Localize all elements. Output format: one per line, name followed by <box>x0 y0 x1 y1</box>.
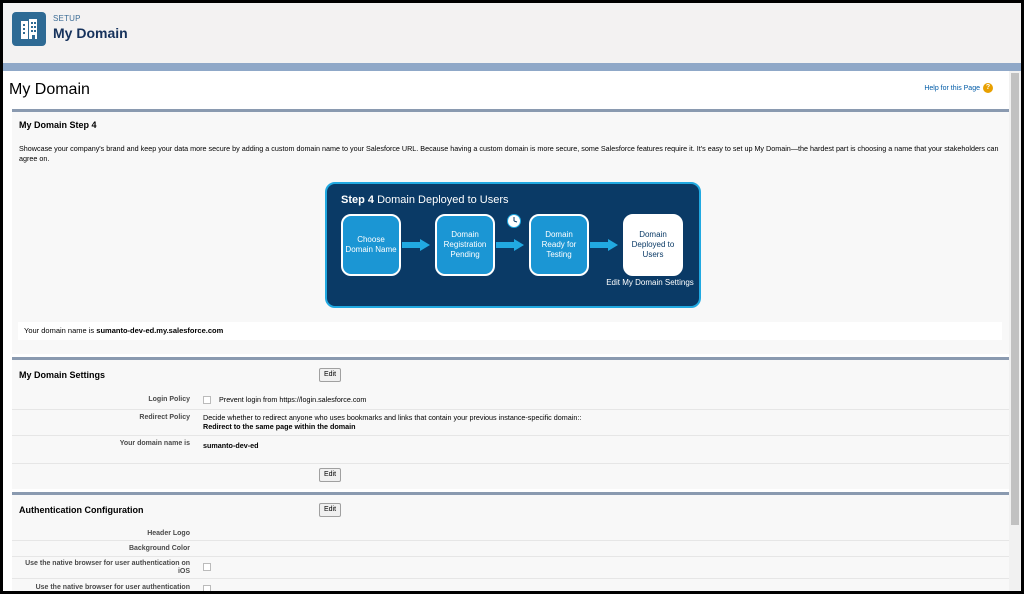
scrollbar-thumb[interactable] <box>1011 73 1019 525</box>
domain-name-box <box>18 322 1002 340</box>
building-glyph <box>21 19 37 39</box>
step-section <box>12 109 1009 354</box>
help-link-label[interactable]: Help for this Page <box>924 84 980 92</box>
auth-row-native-browser-ios <box>12 557 1009 579</box>
setup-label: SETUP <box>53 14 81 23</box>
step-registration-pending: Domain Registration Pending <box>435 214 495 276</box>
main-content <box>3 71 1009 594</box>
header-title: My Domain <box>53 25 128 41</box>
settings-row-login-policy <box>12 388 1009 410</box>
row-label: Use the native browser for user authentication <box>35 584 190 591</box>
login-policy-value: Prevent login from https://login.salesforce.com <box>219 395 367 404</box>
row-value <box>203 395 366 404</box>
step-choose-domain: Choose Domain Name <box>341 214 401 276</box>
vertical-scrollbar[interactable] <box>1009 71 1021 594</box>
auth-section-title: Authentication Configuration <box>19 505 144 515</box>
row-label: Your domain name is <box>119 440 190 447</box>
edit-button[interactable]: Edit <box>319 503 341 517</box>
checkbox[interactable] <box>203 563 211 571</box>
auth-row-native-browser <box>12 579 1009 594</box>
edit-button[interactable]: Edit <box>319 468 341 482</box>
setup-header <box>3 3 1021 63</box>
row-label: Login Policy <box>148 396 190 403</box>
decorative-band <box>3 63 1021 71</box>
row-label: Header Logo <box>147 530 190 537</box>
edit-button[interactable]: Edit <box>319 368 341 382</box>
row-label: Background Color <box>128 545 190 552</box>
arrow-right-icon <box>496 239 524 251</box>
arrow-right-icon <box>402 239 430 251</box>
step-description: Showcase your company's brand and keep your data more secure by adding a custom domain name to your Salesforce URL. Because having a custom domain is more secure, some Salesforce features require it. It's easy to set up My Domain—the hardest part is choosing a name that your stakeholders can agree on. <box>19 144 999 163</box>
domain-value: sumanto-dev-ed.my.salesforce.com <box>96 326 224 335</box>
auth-section <box>12 492 1009 594</box>
domain-prefix: Your domain name is <box>24 326 95 335</box>
settings-row-redirect-policy <box>12 410 1009 436</box>
help-link[interactable] <box>924 83 993 93</box>
row-value <box>203 413 581 431</box>
step-section-title: My Domain Step 4 <box>19 120 97 130</box>
step-deployed-to-users: Domain Deployed to Users <box>623 214 683 276</box>
row-value <box>203 584 219 593</box>
row-label: Use the native browser for user authentication on iOS <box>25 560 190 575</box>
building-icon <box>12 12 46 46</box>
edit-my-domain-settings-link[interactable]: Edit My Domain Settings <box>606 278 694 287</box>
row-label: Redirect Policy <box>139 414 190 421</box>
help-icon[interactable]: ? <box>983 83 993 93</box>
redirect-policy-value: Redirect to the same page within the domain <box>203 422 356 431</box>
checkbox[interactable] <box>203 396 211 404</box>
auth-row-background-color <box>12 541 1009 557</box>
settings-section-title: My Domain Settings <box>19 370 106 380</box>
clock-icon <box>507 214 521 228</box>
auth-row-header-logo <box>12 525 1009 541</box>
page-title: My Domain <box>9 81 90 98</box>
arrow-right-icon <box>590 239 618 251</box>
settings-section <box>12 357 1009 489</box>
step-diagram <box>325 182 701 308</box>
checkbox[interactable] <box>203 585 211 593</box>
redirect-policy-text: Decide whether to redirect anyone who uses bookmarks and links that contain your previous instance-specific domain:: <box>203 413 582 422</box>
settings-row-domain-name <box>12 436 1009 464</box>
diagram-step-label: Step 4 <box>341 194 375 206</box>
row-value <box>203 562 219 571</box>
diagram-title <box>341 194 509 206</box>
domain-name-value: sumanto-dev-ed <box>203 441 259 450</box>
diagram-title-text: Domain Deployed to Users <box>377 194 509 206</box>
step-ready-for-testing: Domain Ready for Testing <box>529 214 589 276</box>
